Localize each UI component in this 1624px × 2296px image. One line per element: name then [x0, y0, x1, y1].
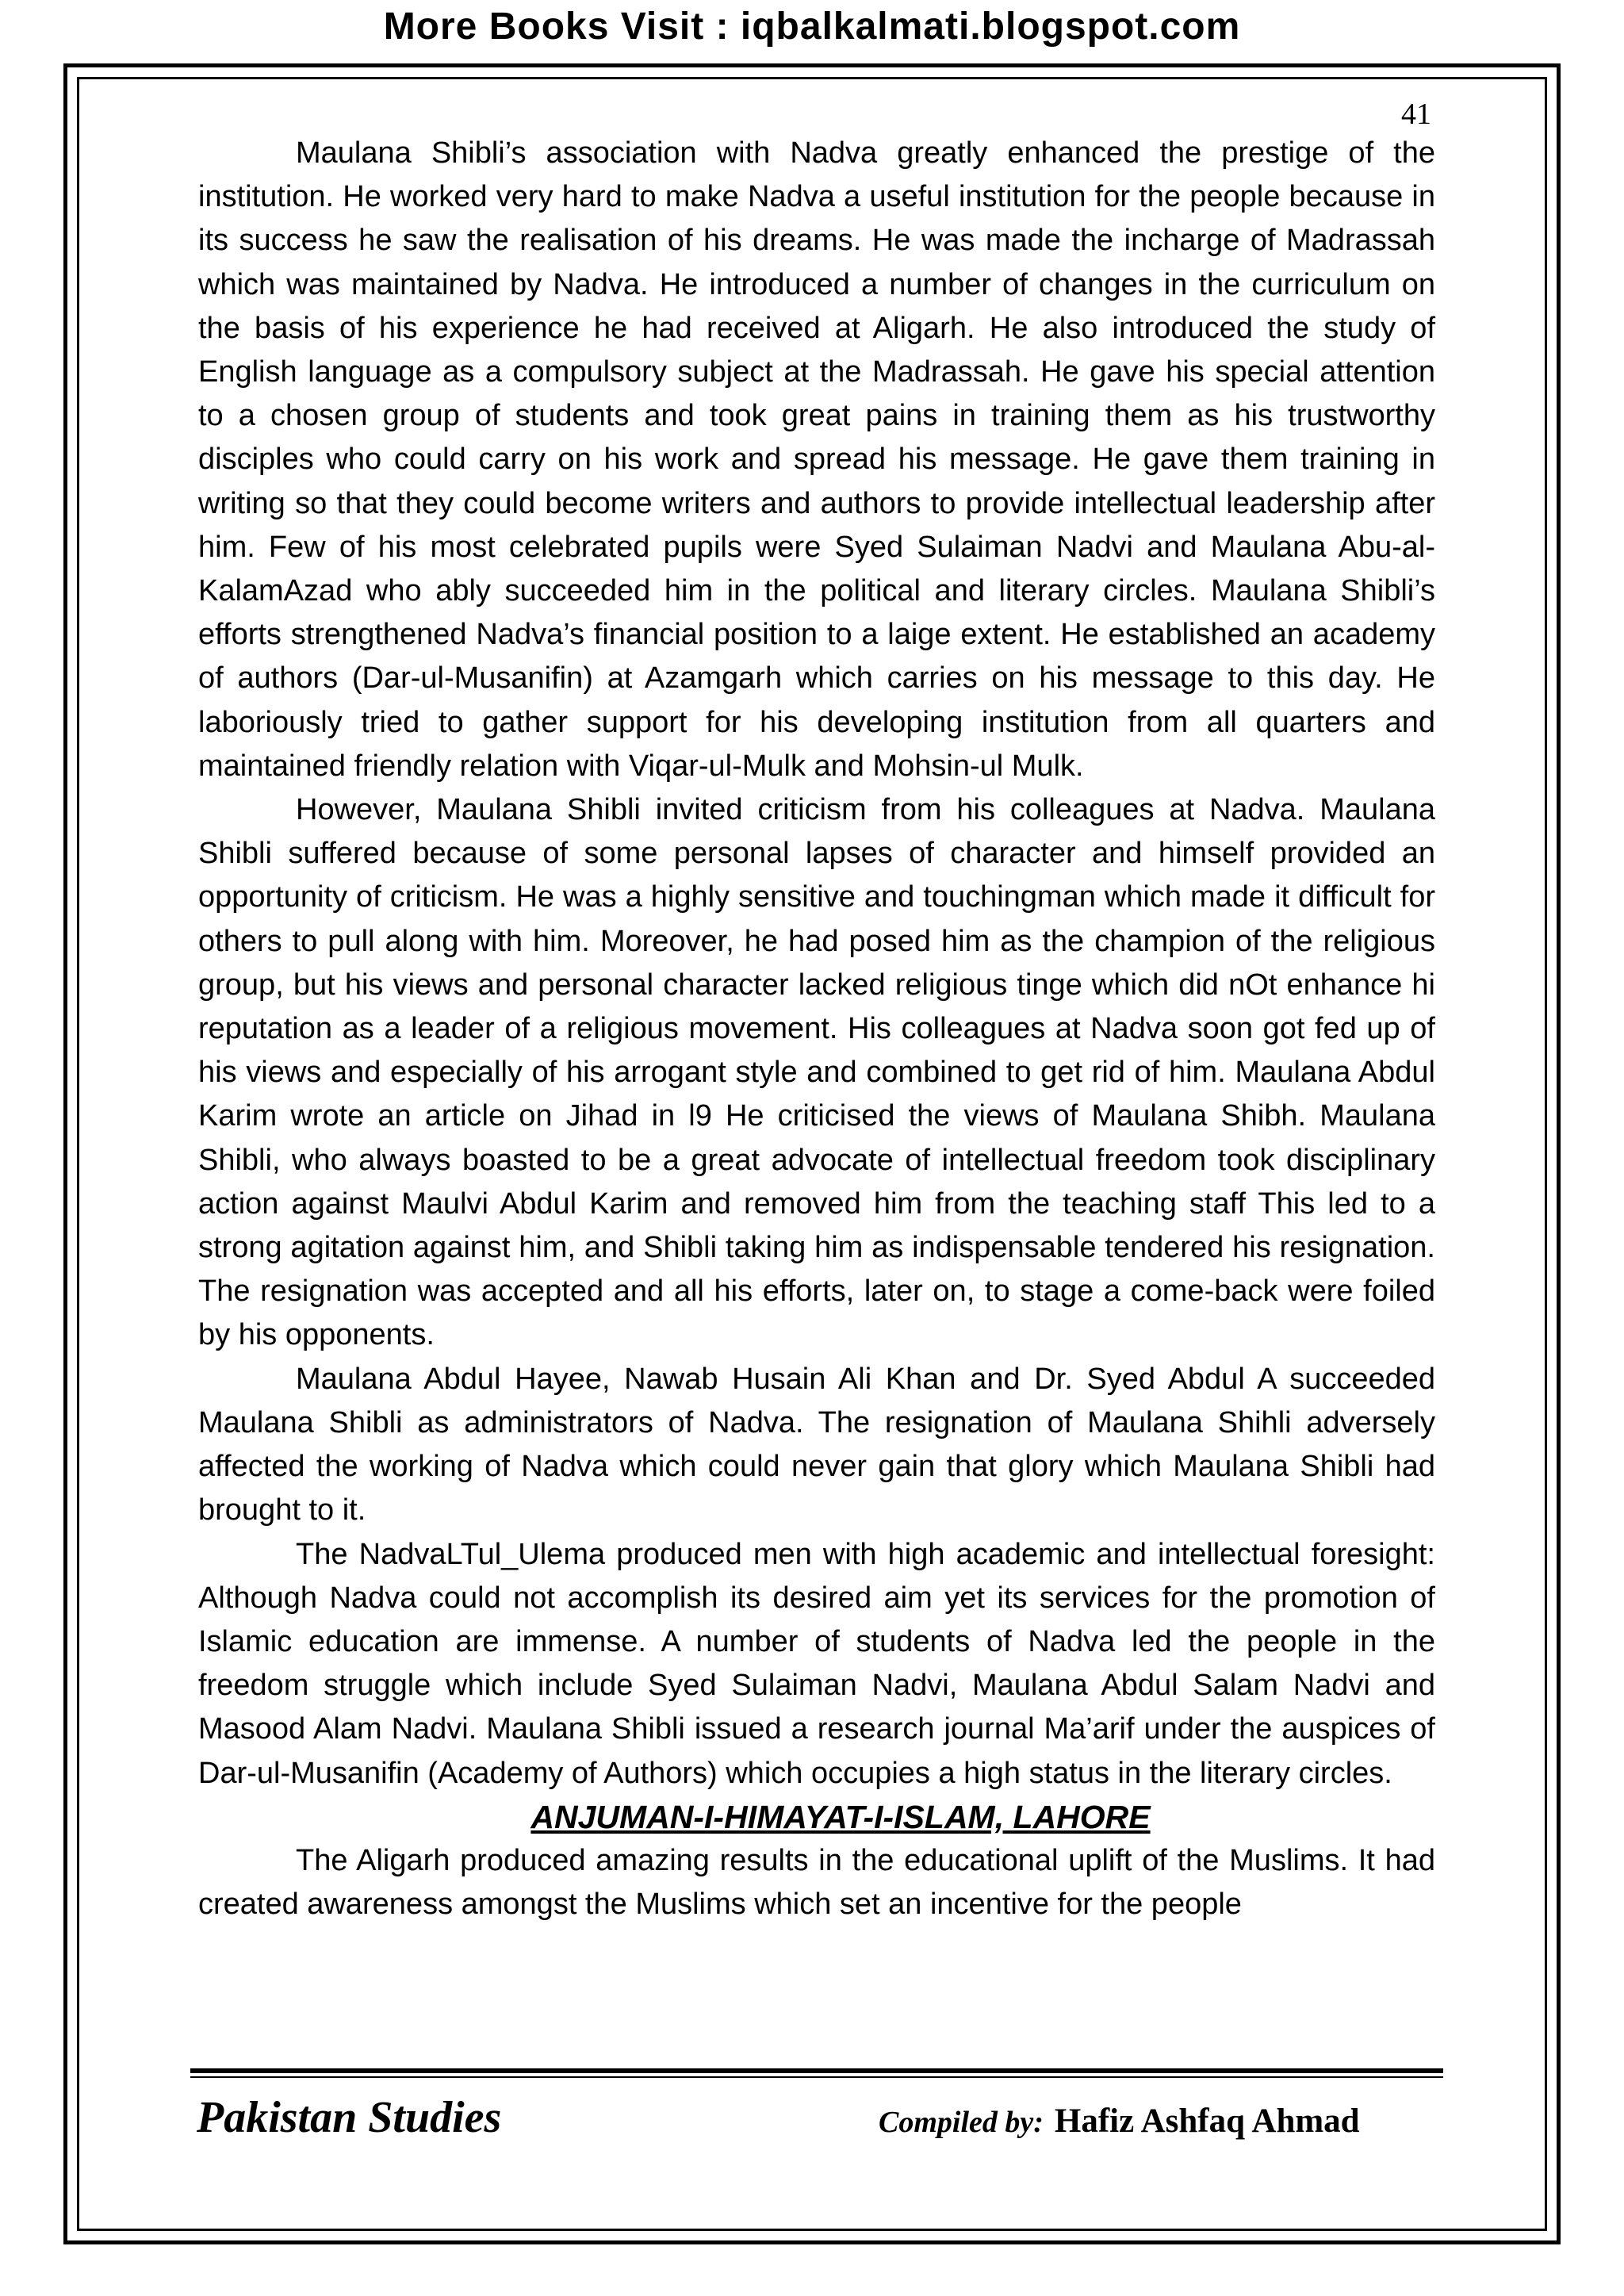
paragraph-1: Maulana Shibli’s association with Nadva greatly enhanced the prestige of the institution. He worked very hard to make Nadva a useful institution for the people because in its success he saw the realisation of his dreams. He was made the incharge of Madrassah which was maintained by Nadva. He introduced a number of changes in the curriculum on the basis of his experience he had received at Aligarh. He also introduced the study of English language as a compulsory subject at the Madrassah. He gave his special attention to a chosen group of students and took great pains in training them as his trustworthy disciples who could carry on his work and spread his message. He gave them training in writing so that they could become writers and authors to provide intellectual leadership after him. Few of his most celebrated pupils were Syed Sulaiman Nadvi and Maulana Abu-al-KalamAzad who ably succeeded him in the political and literary circles. Maulana Shibli’s efforts strengthened Nadva’s financial position to a laige extent. He established an academy of authors (Dar-ul-Musanifin) at Azamgarh which carries on his message to this day. He laboriously tried to gather support for his developing institution from all quarters and maintained friendly relation with Viqar-ul-Mulk and Mohsin-ul Mulk.	[198, 136, 1435, 783]
compiled-by-label: Compiled by:	[879, 2106, 1044, 2139]
paragraph-4: The NadvaLTul_Ulema produced men with high academic and intellectual foresight: Although Nadva could not accomplish its desired aim yet its services for the promotion of Islamic education are immense. A number of students of Nadva led the people in the freedom struggle which include Syed Sulaiman Nadvi, Maulana Abdul Salam Nadvi and Masood Alam Nadvi. Maulana Shibli issued a research journal Ma’arif under the auspices of Dar-ul-Musanifin (Academy of Authors) which occupies a high status in the literary circles.	[198, 1537, 1435, 1790]
section-heading: ANJUMAN-I-HIMAYAT-I-ISLAM, LAHORE	[530, 1798, 1151, 1835]
site-banner: More Books Visit : iqbalkalmati.blogspot.com	[383, 6, 1241, 48]
book-title: Pakistan Studies	[197, 2093, 502, 2142]
paragraph-2: However, Maulana Shibli invited criticism from his colleagues at Nadva. Maulana Shibli suffered because of some personal lapses of character and himself provided an opportunity of criticism. He was a highly sensitive and touchingman which made it difficult for others to pull along with him. Moreover, he had posed him as the champion of the religious group, but his views and personal character lacked religious tinge which did nOt enhance hi reputation as a leader of a religious movement. His colleagues at Nadva soon got fed up of his views and especially of his arrogant style and combined to get rid of him. Maulana Abdul Karim wrote an article on Jihad in l9 He criticised the views of Maulana Shibh. Maulana Shibli, who always boasted to be a great advocate of intellectual freedom took disciplinary action against Maulvi Abdul Karim and removed him from the teaching staff This led to a strong agitation against him, and Shibli taking him as indispensable tendered his resignation. The resignation was accepted and all his efforts, later on, to stage a come-back were foiled by his opponents.	[198, 793, 1435, 1352]
paragraph-3: Maulana Abdul Hayee, Nawab Husain Ali Khan and Dr. Syed Abdul A succeeded Maulana Shibli as administrators of Nadva. The resignation of Maulana Shihli adversely affected the working of Nadva which could never gain that glory which Maulana Shibli had brought to it.	[198, 1362, 1435, 1527]
footer-rule-thick	[190, 2068, 1443, 2073]
section-paragraph: The Aligarh produced amazing results in the educational uplift of the Muslims. It had created awareness amongst the Muslims which set an incentive for the people	[198, 1843, 1435, 1922]
page-number: 41	[1401, 98, 1431, 131]
page-body	[198, 132, 1435, 1926]
author-name: Hafiz Ashfaq Ahmad	[1054, 2102, 1360, 2140]
footer-rule-thin	[190, 2076, 1443, 2078]
compiler-credit	[879, 2102, 1360, 2141]
